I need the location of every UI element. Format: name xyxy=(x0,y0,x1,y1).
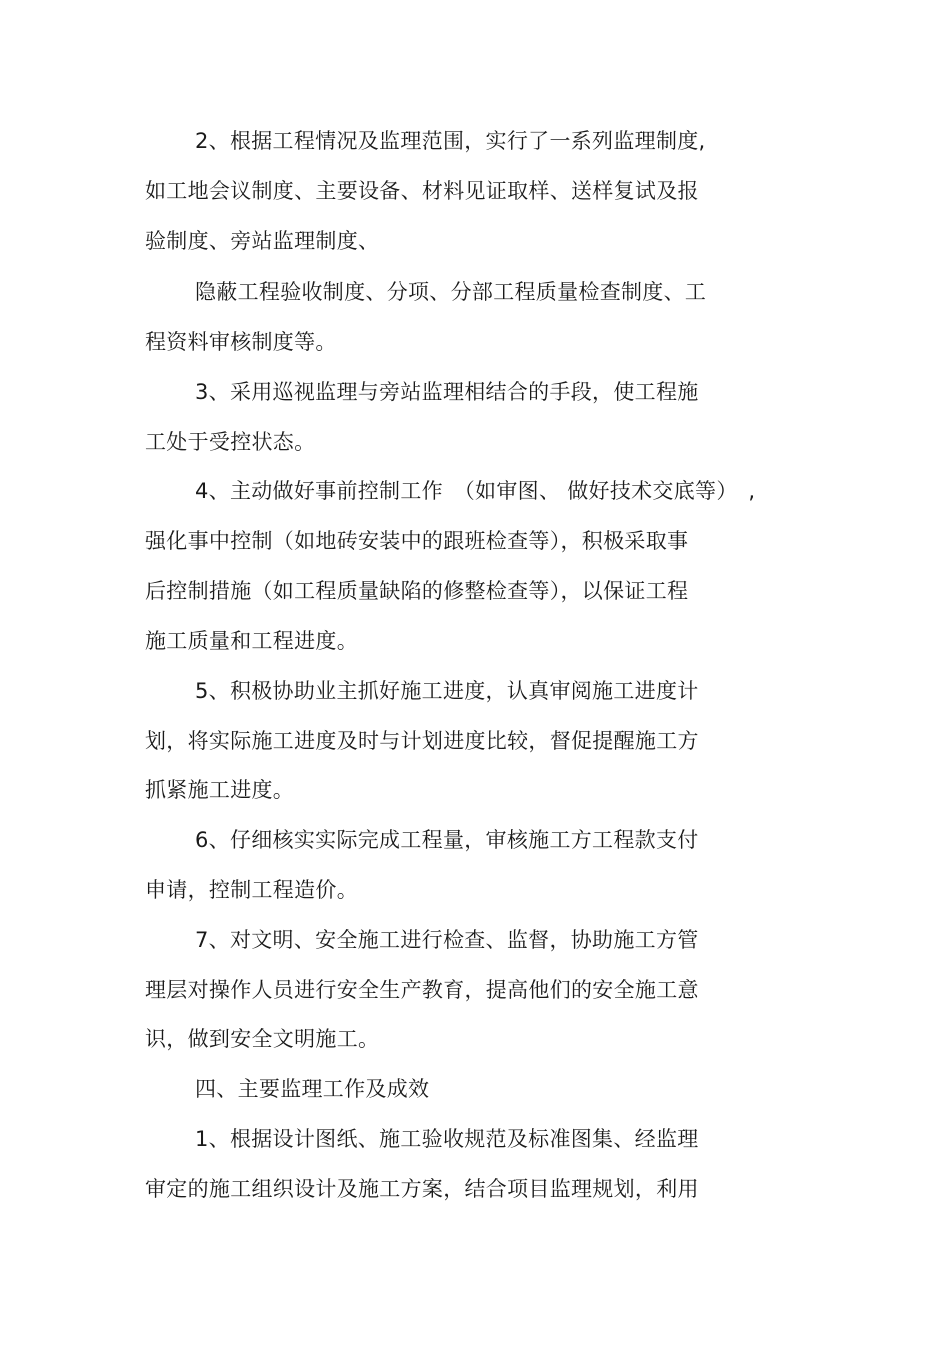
text-line: 申请，控制工程造价。 xyxy=(145,878,358,902)
text-line: 4、主动做好事前控制工作 （如审图、 做好技术交底等） , xyxy=(195,479,756,503)
text-line: 工处于受控状态。 xyxy=(145,430,316,454)
text-line: 7、对文明、安全施工进行检查、监督，协助施工方管 xyxy=(195,928,699,952)
text-line: 后控制措施（如工程质量缺陷的修整检查等），以保证工程 xyxy=(145,579,689,603)
text-line: 施工质量和工程进度。 xyxy=(145,629,358,653)
text-line: 2、根据工程情况及监理范围，实行了一系列监理制度, xyxy=(195,129,706,153)
text-line: 3、采用巡视监理与旁站监理相结合的手段，使工程施 xyxy=(195,380,699,404)
text-line: 审定的施工组织设计及施工方案，结合项目监理规划，利用 xyxy=(145,1177,699,1201)
text-line: 5、积极协助业主抓好施工进度，认真审阅施工进度计 xyxy=(195,679,699,703)
text-line: 理层对操作人员进行安全生产教育，提高他们的安全施工意 xyxy=(145,978,699,1002)
text-line: 强化事中控制（如地砖安装中的跟班检查等），积极采取事 xyxy=(145,529,689,553)
section-heading: 四、主要监理工作及成效 xyxy=(195,1077,430,1101)
text-line: 识，做到安全文明施工。 xyxy=(145,1027,380,1051)
text-line: 1、根据设计图纸、施工验收规范及标准图集、经监理 xyxy=(195,1127,699,1151)
text-line: 隐蔽工程验收制度、分项、分部工程质量检查制度、工 xyxy=(195,280,707,304)
text-line: 划，将实际施工进度及时与计划进度比较，督促提醒施工方 xyxy=(145,729,699,753)
text-line: 验制度、旁站监理制度、 xyxy=(145,229,380,253)
text-line: 如工地会议制度、主要设备、材料见证取样、送样复试及报 xyxy=(145,179,699,203)
text-line: 程资料审核制度等。 xyxy=(145,330,337,354)
text-line: 6、仔细核实实际完成工程量，审核施工方工程款支付 xyxy=(195,828,699,852)
text-line: 抓紧施工进度。 xyxy=(145,778,295,802)
